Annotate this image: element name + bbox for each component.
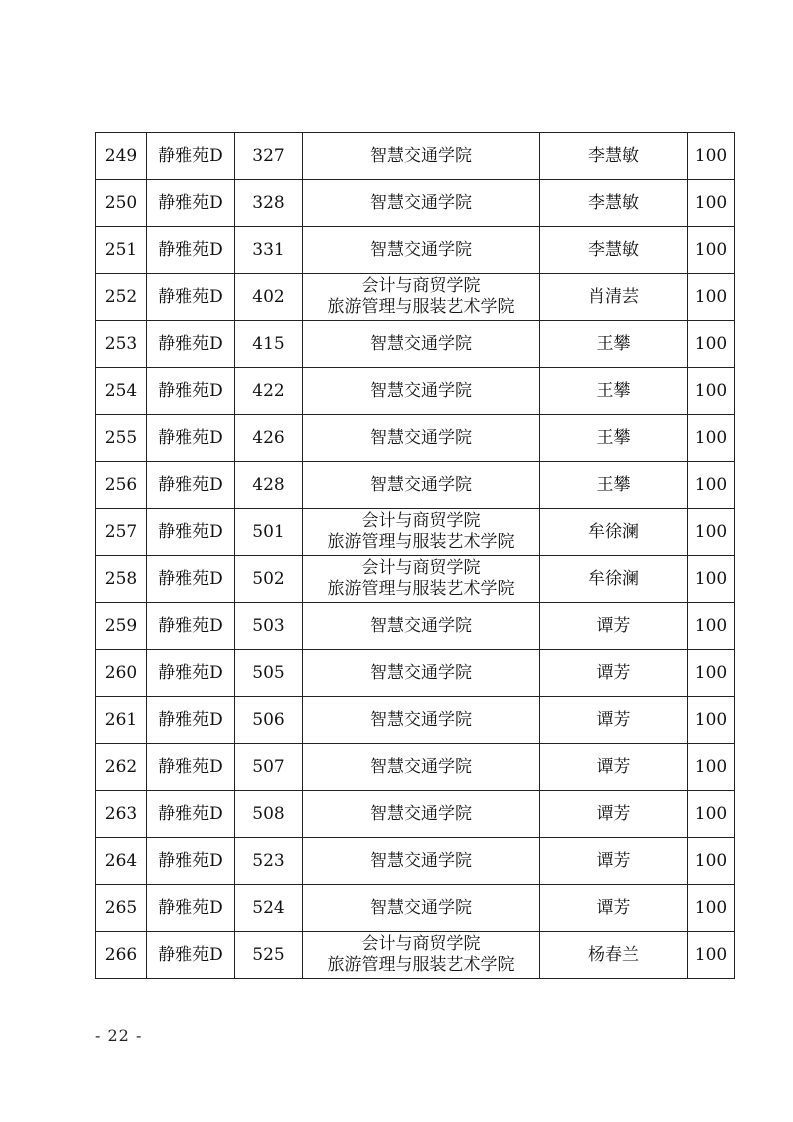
cell-score: 100: [688, 321, 735, 368]
cell-number: 265: [96, 885, 147, 932]
cell-building: 静雅苑D: [147, 744, 235, 791]
cell-number: 249: [96, 133, 147, 180]
cell-score: 100: [688, 274, 735, 321]
table-row: [96, 932, 735, 979]
cell-room: 503: [235, 603, 303, 650]
cell-teacher: 王攀: [540, 368, 688, 415]
cell-score: 100: [688, 368, 735, 415]
cell-room: 422: [235, 368, 303, 415]
cell-number: 258: [96, 556, 147, 603]
cell-college: [303, 415, 540, 462]
college-line: 智慧交通学院: [370, 756, 472, 777]
cell-building: 静雅苑D: [147, 603, 235, 650]
cell-room: 428: [235, 462, 303, 509]
college-line: 智慧交通学院: [370, 380, 472, 401]
cell-teacher: 谭芳: [540, 603, 688, 650]
cell-building: 静雅苑D: [147, 321, 235, 368]
cell-number: 253: [96, 321, 147, 368]
table-row: [96, 321, 735, 368]
cell-room: 524: [235, 885, 303, 932]
college-line: 会计与商贸学院: [361, 276, 481, 296]
table-row: [96, 744, 735, 791]
cell-building: 静雅苑D: [147, 274, 235, 321]
cell-number: 252: [96, 274, 147, 321]
cell-room: 525: [235, 932, 303, 979]
table-row: [96, 462, 735, 509]
cell-college: [303, 885, 540, 932]
cell-number: 254: [96, 368, 147, 415]
cell-college: [303, 697, 540, 744]
table-row: [96, 650, 735, 697]
college-line: 智慧交通学院: [370, 662, 472, 683]
cell-building: 静雅苑D: [147, 227, 235, 274]
cell-score: 100: [688, 603, 735, 650]
cell-college: [303, 603, 540, 650]
cell-building: 静雅苑D: [147, 368, 235, 415]
college-line: 会计与商贸学院: [361, 558, 481, 578]
cell-number: 260: [96, 650, 147, 697]
cell-college: [303, 650, 540, 697]
cell-teacher: 谭芳: [540, 697, 688, 744]
table-body: [96, 133, 735, 979]
cell-college: [303, 180, 540, 227]
cell-room: 523: [235, 838, 303, 885]
cell-college: [303, 321, 540, 368]
college-line: 智慧交通学院: [370, 474, 472, 495]
cell-college: [303, 838, 540, 885]
cell-room: 331: [235, 227, 303, 274]
cell-score: 100: [688, 133, 735, 180]
cell-number: 250: [96, 180, 147, 227]
table-row: [96, 885, 735, 932]
cell-building: 静雅苑D: [147, 133, 235, 180]
college-line: 旅游管理与服装艺术学院: [327, 532, 515, 552]
cell-number: 255: [96, 415, 147, 462]
cell-college: [303, 509, 540, 556]
cell-building: 静雅苑D: [147, 180, 235, 227]
cell-number: 262: [96, 744, 147, 791]
cell-score: 100: [688, 650, 735, 697]
cell-score: 100: [688, 509, 735, 556]
cell-teacher: 王攀: [540, 415, 688, 462]
cell-score: 100: [688, 415, 735, 462]
cell-building: 静雅苑D: [147, 462, 235, 509]
cell-college: [303, 791, 540, 838]
cell-teacher: 谭芳: [540, 791, 688, 838]
college-line: 智慧交通学院: [370, 615, 472, 636]
cell-room: 507: [235, 744, 303, 791]
cell-building: 静雅苑D: [147, 556, 235, 603]
cell-building: 静雅苑D: [147, 415, 235, 462]
cell-number: 264: [96, 838, 147, 885]
cell-number: 263: [96, 791, 147, 838]
cell-room: 505: [235, 650, 303, 697]
cell-college: [303, 556, 540, 603]
cell-teacher: 王攀: [540, 321, 688, 368]
cell-building: 静雅苑D: [147, 697, 235, 744]
table-row: [96, 509, 735, 556]
cell-teacher: 李慧敏: [540, 133, 688, 180]
cell-teacher: 李慧敏: [540, 227, 688, 274]
cell-college: [303, 368, 540, 415]
cell-number: 257: [96, 509, 147, 556]
cell-score: 100: [688, 462, 735, 509]
college-line: 会计与商贸学院: [361, 511, 481, 531]
cell-room: 502: [235, 556, 303, 603]
table-row: [96, 274, 735, 321]
college-line: 智慧交通学院: [370, 709, 472, 730]
college-line: 智慧交通学院: [370, 192, 472, 213]
college-line: 智慧交通学院: [370, 333, 472, 354]
cell-score: 100: [688, 556, 735, 603]
cell-teacher: 杨春兰: [540, 932, 688, 979]
cell-number: 266: [96, 932, 147, 979]
cell-room: 327: [235, 133, 303, 180]
college-line: 智慧交通学院: [370, 897, 472, 918]
cell-number: 251: [96, 227, 147, 274]
cell-teacher: 谭芳: [540, 650, 688, 697]
table-row: [96, 791, 735, 838]
cell-room: 328: [235, 180, 303, 227]
cell-room: 402: [235, 274, 303, 321]
table-row: [96, 603, 735, 650]
cell-score: 100: [688, 885, 735, 932]
cell-teacher: 牟徐澜: [540, 556, 688, 603]
college-line: 会计与商贸学院: [361, 934, 481, 954]
cell-building: 静雅苑D: [147, 791, 235, 838]
cell-teacher: 谭芳: [540, 838, 688, 885]
college-line: 旅游管理与服装艺术学院: [327, 579, 515, 599]
table-row: [96, 697, 735, 744]
cell-score: 100: [688, 227, 735, 274]
college-line: 旅游管理与服装艺术学院: [327, 955, 515, 975]
cell-room: 501: [235, 509, 303, 556]
table-row: [96, 133, 735, 180]
cell-teacher: 谭芳: [540, 744, 688, 791]
cell-college: [303, 744, 540, 791]
cell-college: [303, 932, 540, 979]
cell-building: 静雅苑D: [147, 838, 235, 885]
page-number: - 22 -: [95, 1026, 143, 1045]
cell-score: 100: [688, 838, 735, 885]
college-line: 智慧交通学院: [370, 427, 472, 448]
cell-score: 100: [688, 697, 735, 744]
cell-building: 静雅苑D: [147, 885, 235, 932]
cell-score: 100: [688, 791, 735, 838]
cell-score: 100: [688, 932, 735, 979]
cell-number: 259: [96, 603, 147, 650]
cell-number: 256: [96, 462, 147, 509]
table-row: [96, 368, 735, 415]
cell-score: 100: [688, 180, 735, 227]
cell-teacher: 李慧敏: [540, 180, 688, 227]
cell-college: [303, 462, 540, 509]
cell-room: 508: [235, 791, 303, 838]
table-row: [96, 838, 735, 885]
cell-score: 100: [688, 744, 735, 791]
cell-building: 静雅苑D: [147, 509, 235, 556]
cell-room: 415: [235, 321, 303, 368]
table-row: [96, 415, 735, 462]
cell-college: [303, 274, 540, 321]
cell-teacher: 牟徐澜: [540, 509, 688, 556]
table-row: [96, 180, 735, 227]
cell-room: 506: [235, 697, 303, 744]
cell-college: [303, 227, 540, 274]
cell-teacher: 谭芳: [540, 885, 688, 932]
table-row: [96, 556, 735, 603]
dormitory-score-table: [95, 132, 735, 979]
table-row: [96, 227, 735, 274]
cell-teacher: 肖清芸: [540, 274, 688, 321]
cell-teacher: 王攀: [540, 462, 688, 509]
college-line: 智慧交通学院: [370, 850, 472, 871]
college-line: 智慧交通学院: [370, 803, 472, 824]
cell-room: 426: [235, 415, 303, 462]
college-line: 智慧交通学院: [370, 145, 472, 166]
college-line: 旅游管理与服装艺术学院: [327, 297, 515, 317]
cell-building: 静雅苑D: [147, 932, 235, 979]
cell-college: [303, 133, 540, 180]
cell-number: 261: [96, 697, 147, 744]
college-line: 智慧交通学院: [370, 239, 472, 260]
cell-building: 静雅苑D: [147, 650, 235, 697]
